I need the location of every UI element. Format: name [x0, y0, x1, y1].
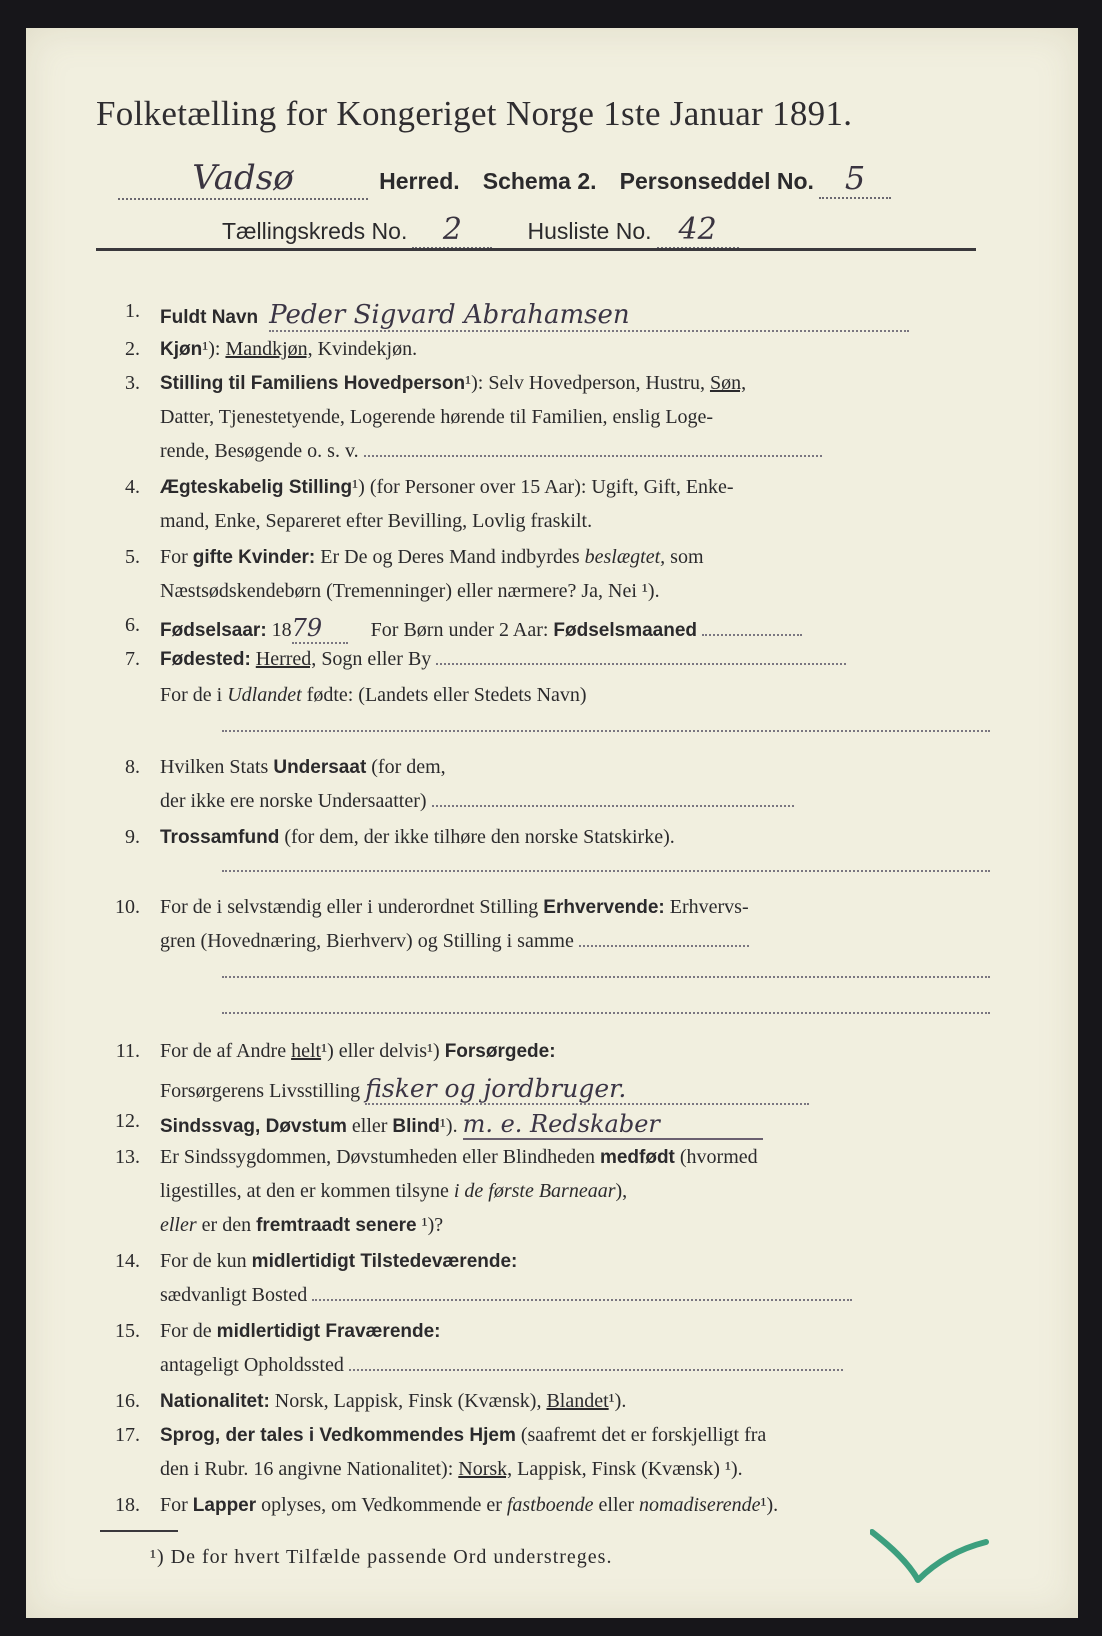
husliste-value: 42 — [657, 212, 739, 249]
footnote-rule — [100, 1530, 178, 1532]
selected-norsk: Norsk, — [458, 1458, 513, 1480]
header-line-herred — [118, 158, 891, 200]
personseddel-value: 5 — [819, 159, 891, 199]
herred-label: Herred. — [379, 168, 460, 194]
herred-value: Vadsø — [118, 158, 368, 200]
footnote: ¹) De for hvert Tilfælde passende Ord understreges. — [150, 1546, 613, 1568]
value-fodselsaar: 79 — [292, 614, 348, 644]
blank-line-10b — [222, 1012, 990, 1014]
header-rule — [96, 248, 976, 251]
selected-son: Søn, — [709, 372, 747, 394]
kreds-value: 2 — [412, 212, 492, 249]
husliste-label: Husliste No. — [527, 218, 652, 244]
value-forsorger: fisker og jordbruger. — [365, 1074, 809, 1105]
check-mark-icon — [870, 1528, 990, 1588]
blank-line-10a — [222, 976, 990, 978]
personseddel-label: Personseddel No. — [619, 168, 814, 194]
form-title: Folketælling for Kongeriget Norge 1ste Januar 1891. — [96, 94, 853, 133]
selected-helt: helt — [291, 1040, 322, 1062]
selected-mandkjon: Mandkjøn, — [225, 338, 313, 360]
schema-label: Schema 2. — [482, 168, 597, 194]
kreds-label: Tællingskreds No. — [222, 218, 408, 244]
selected-herred: Herred, — [255, 648, 317, 670]
blank-line-9 — [222, 870, 990, 872]
census-form-sheet — [26, 28, 1078, 1618]
value-fuldt-navn: Peder Sigvard Abrahamsen — [269, 300, 909, 332]
blank-line-7 — [222, 730, 990, 732]
value-sindssvag: m. e. Redskaber — [463, 1110, 763, 1140]
label-fuldt-navn: Fuldt Navn — [160, 307, 259, 328]
header-line-kreds — [222, 212, 739, 249]
selected-blandet: Blandet — [546, 1390, 609, 1412]
